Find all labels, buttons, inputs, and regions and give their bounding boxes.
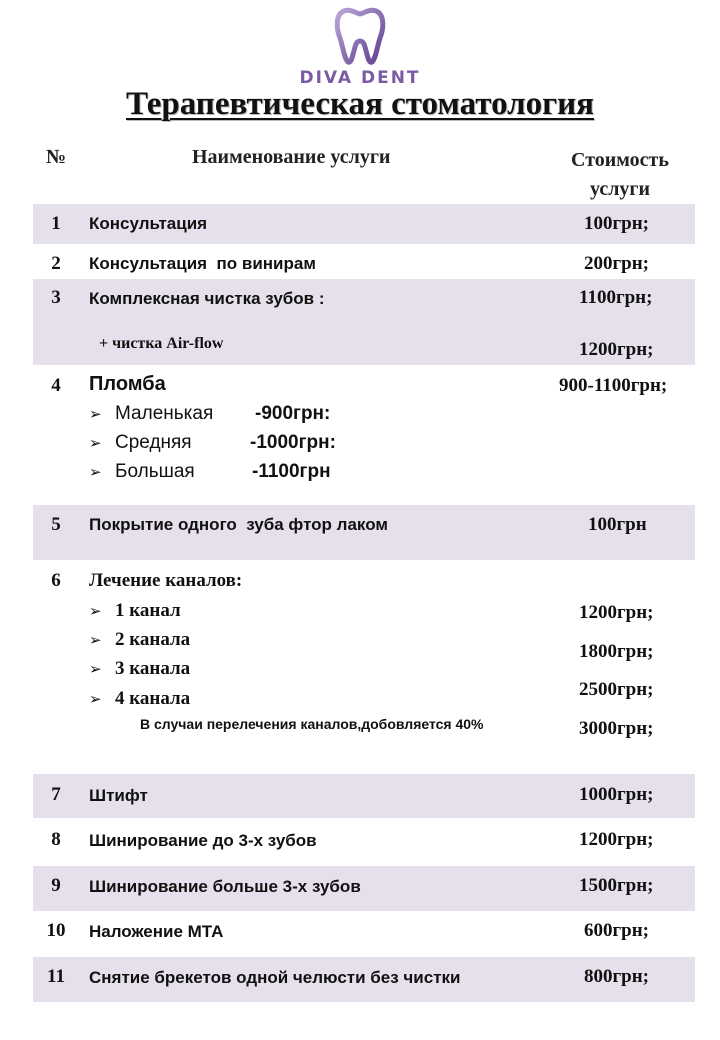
row-number: 4 bbox=[51, 375, 61, 396]
sub-item-price: 3000грн; bbox=[579, 718, 654, 739]
row-number: 5 bbox=[51, 514, 61, 535]
service-name: Шинирование больше 3-х зубов bbox=[89, 877, 361, 896]
service-price: 200грн; bbox=[584, 253, 649, 274]
row-number: 11 bbox=[47, 966, 65, 987]
sub-item-price: 1200грн; bbox=[579, 602, 654, 623]
tooth-icon bbox=[332, 4, 388, 66]
service-name: Наложение МТА bbox=[89, 922, 224, 941]
row-number: 3 bbox=[51, 287, 61, 308]
sub-item-price: -900грн: bbox=[255, 403, 331, 424]
service-name: Консультация bbox=[89, 214, 208, 233]
sub-item-label: Большая bbox=[115, 461, 195, 482]
sub-item-label: Маленькая bbox=[115, 403, 214, 424]
service-price: 1200грн; bbox=[579, 829, 654, 850]
page-title: Терапевтическая стоматология bbox=[125, 86, 595, 122]
sub-item-price: -1100грн bbox=[252, 461, 331, 482]
service-name: Консультация по винирам bbox=[89, 254, 316, 273]
service-price: 100грн bbox=[588, 514, 647, 535]
arrow-bullet-icon: ➢ bbox=[89, 405, 102, 423]
row-number: 2 bbox=[51, 253, 61, 274]
row-number: 10 bbox=[46, 920, 66, 941]
arrow-bullet-icon: ➢ bbox=[89, 602, 102, 620]
service-name: Снятие брекетов одной челюсти без чистки bbox=[89, 968, 461, 987]
service-price: 900-1100грн; bbox=[559, 375, 668, 396]
header-price bbox=[555, 146, 685, 204]
header-price-line2: услуги bbox=[589, 178, 651, 200]
service-extra: + чистка Air-flow bbox=[99, 335, 224, 352]
service-price: 1100грн; bbox=[579, 287, 653, 308]
brand-logo bbox=[0, 4, 720, 88]
service-price: 100грн; bbox=[584, 213, 649, 234]
sub-item bbox=[89, 403, 213, 425]
sub-item-price: 2500грн; bbox=[579, 679, 654, 700]
arrow-bullet-icon: ➢ bbox=[89, 690, 102, 708]
service-name: Пломба bbox=[89, 373, 166, 395]
header-service: Наименование услуги bbox=[192, 146, 391, 168]
service-price: 1500грн; bbox=[579, 875, 654, 896]
arrow-bullet-icon: ➢ bbox=[89, 660, 102, 678]
arrow-bullet-icon: ➢ bbox=[89, 631, 102, 649]
service-name: Шинирование до 3-х зубов bbox=[89, 831, 317, 850]
service-price: 1000грн; bbox=[579, 784, 654, 805]
sub-item-price: 1800грн; bbox=[579, 641, 654, 662]
sub-item bbox=[89, 629, 190, 651]
sub-item-label: 1 канал bbox=[115, 600, 181, 621]
service-note: В случаи перелечения каналов,добовляется 40% bbox=[140, 716, 484, 732]
sub-item-label: Средняя bbox=[115, 432, 192, 453]
sub-item bbox=[89, 688, 190, 710]
sub-item-label: 4 канала bbox=[115, 688, 191, 709]
service-name: Покрытие одного зуба фтор лаком bbox=[89, 515, 388, 534]
sub-item bbox=[89, 432, 192, 454]
service-price: 800грн; bbox=[584, 966, 649, 987]
sub-item-label: 3 канала bbox=[115, 658, 191, 679]
sub-item-label: 2 канала bbox=[115, 629, 191, 650]
service-extra-price: 1200грн; bbox=[579, 339, 654, 360]
service-price: 600грн; bbox=[584, 920, 649, 941]
row-number: 8 bbox=[51, 829, 61, 850]
service-name: Комплексная чистка зубов : bbox=[89, 289, 325, 308]
arrow-bullet-icon: ➢ bbox=[89, 434, 102, 452]
sub-item bbox=[89, 600, 181, 622]
header-number: № bbox=[46, 146, 67, 168]
row-number: 7 bbox=[51, 784, 61, 805]
header-price-line1: Стоимость bbox=[571, 149, 669, 171]
row-number: 6 bbox=[51, 570, 61, 591]
brand-name: DIVA DENT bbox=[299, 68, 421, 88]
service-name: Штифт bbox=[89, 786, 148, 805]
arrow-bullet-icon: ➢ bbox=[89, 463, 102, 481]
sub-item-price: -1000грн: bbox=[250, 432, 336, 453]
service-name: Лечение каналов: bbox=[89, 570, 243, 591]
sub-item bbox=[89, 658, 190, 680]
row-number: 9 bbox=[51, 875, 61, 896]
sub-item bbox=[89, 461, 195, 483]
row-number: 1 bbox=[51, 213, 61, 234]
